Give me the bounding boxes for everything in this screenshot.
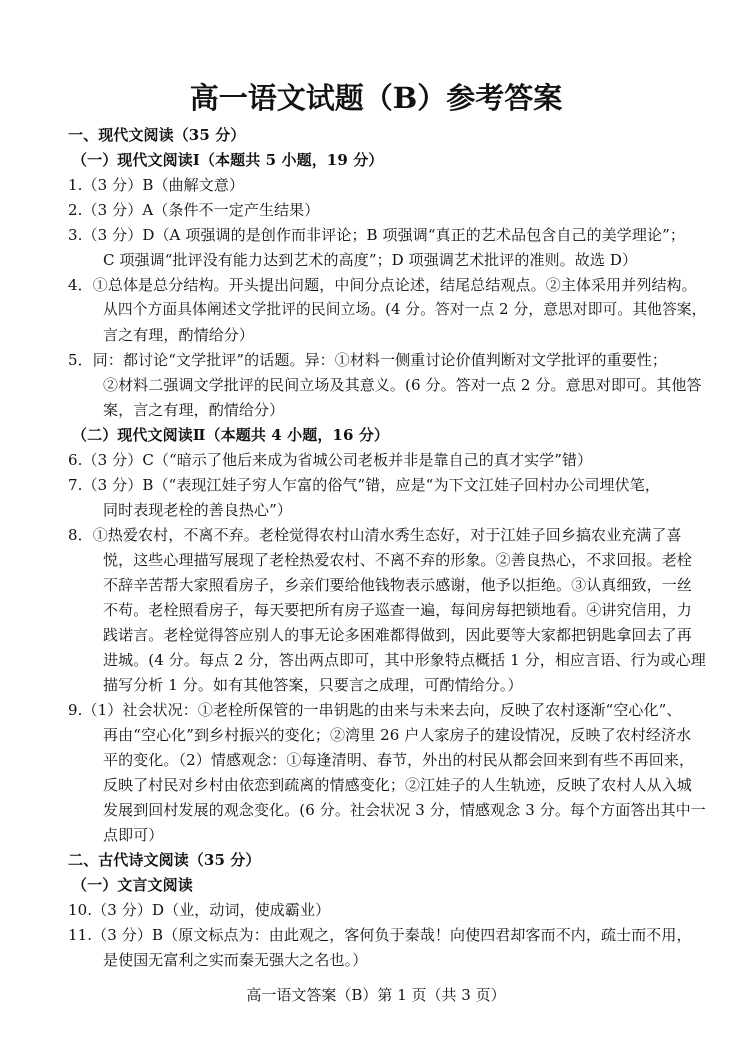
section-heading-classical-reading: 二、古代诗文阅读（35 分） (68, 851, 261, 869)
answer-q1: 1.（3 分）B（曲解文意） (68, 176, 245, 194)
answer-q5-line-1: 5．同：都讨论“文学批评”的话题。异：①材料一侧重讨论价值判断对文学批评的重要性； (68, 351, 667, 369)
answer-q8-line-2: 悦，这些心理描写展现了老栓热爱农村、不离不弃的形象。②善良热心，不求回报。老栓 (103, 551, 692, 569)
answer-q9-line-5: 发展到回村发展的观念变化。(6 分。社会状况 3 分，情感观念 3 分。每个方面答出其中一 (103, 801, 706, 819)
answer-q7-line-2: 同时表现老栓的善良热心”） (103, 501, 292, 519)
subsection-heading-classical-prose: （一）文言文阅读 (72, 876, 193, 894)
answer-q11-line-1: 11.（3 分）B（原文标点为：由此观之，客何负于秦哉！向使四君却客而不内，疏士而不用， (68, 926, 692, 944)
answer-q8-line-6: 进城。(4 分。每点 2 分，答出两点即可，其中形象特点概括 1 分，相应言语、行为或心理 (103, 651, 706, 669)
answer-q8-line-3: 不辞辛苦帮大家照看房子，乡亲们要给他钱物表示感谢，他予以拒绝。③认真细致，一丝 (103, 576, 692, 594)
answer-q10: 10.（3 分）D（业，动词，使成霸业） (68, 901, 331, 919)
answer-q4-line-3: 言之有理，酌情给分） (103, 326, 255, 344)
answer-q5-line-3: 案，言之有理，酌情给分） (103, 401, 285, 419)
answer-q9-line-3: 平的变化。（2）情感观念：①每逢清明、春节，外出的村民从都会回来到有些不再回来， (103, 751, 695, 769)
subsection-heading-reading-1: （一）现代文阅读Ⅰ（本题共 5 小题，19 分） (72, 151, 384, 169)
answer-q9-line-4: 反映了村民对乡村由依恋到疏离的情感变化；②江娃子的人生轨迹，反映了农村人从入城 (103, 776, 692, 794)
answer-q9-line-1: 9.（1）社会状况：①老栓所保管的一串钥匙的由来与未来去向，反映了农村逐渐“空心化”、 (68, 701, 682, 719)
answer-q3-line-2: C 项强调“批评没有能力达到艺术的高度”；D 项强调艺术批评的准则。故选 D） (103, 251, 638, 269)
subsection-heading-reading-2: （二）现代文阅读Ⅱ（本题共 4 小题，16 分） (72, 426, 390, 444)
answer-q8-line-5: 践诺言。老栓觉得答应别人的事无论多困难都得做到，因此要等大家都把钥匙拿回去了再 (103, 626, 692, 644)
answer-q7-line-1: 7.（3 分）B（“表现江娃子穷人乍富的俗气”错，应是“为下文江娃子回村办公司埋伏笔， (68, 476, 660, 494)
answer-q9-line-2: 再由“空心化”到乡村振兴的变化；②湾里 26 户人家房子的建设情况，反映了农村经济水 (103, 726, 692, 744)
answer-q5-line-2: ②材料二强调文学批评的民间立场及其意义。(6 分。答对一点 2 分。意思对即可。其他答 (103, 376, 702, 394)
answer-q8-line-7: 描写分析 1 分。如有其他答案，只要言之成理，可酌情给分。） (103, 676, 523, 694)
answer-q9-line-6: 点即可） (103, 826, 164, 844)
answer-q8-line-4: 不苟。老栓照看房子，每天要把所有房子巡查一遍，每间房每把锁地看。④讲究信用，力 (103, 601, 692, 619)
answer-q3-line-1: 3.（3 分）D（A 项强调的是创作而非评论；B 项强调“真正的艺术品包含自己的美学理论”； (68, 226, 685, 244)
answer-q11-line-2: 是使国无富利之实而秦无强大之名也。） (103, 951, 368, 969)
page-title: 高一语文试题（B）参考答案 (189, 81, 563, 115)
answer-q2: 2.（3 分）A（条件不一定产生结果） (68, 201, 320, 219)
answer-q4-line-2: 从四个方面具体阐述文学批评的民间立场。(4 分。答对一点 2 分，意思对即可。其他答案， (103, 301, 707, 318)
answer-q4-line-1: 4．①总体是总分结构。开头提出问题，中间分点论述，结尾总结观点。②主体采用并列结构。 (68, 276, 697, 294)
answer-q8-line-1: 8．①热爱农村，不离不弃。老栓觉得农村山清水秀生态好，对于江娃子回乡搞农业充满了喜 (68, 526, 682, 544)
page-footer: 高一语文答案（B）第 1 页（共 3 页） (246, 986, 506, 1004)
answer-q6: 6.（3 分）C（“暗示了他后来成为省城公司老板并非是靠自己的真才实学”错） (68, 451, 593, 469)
section-heading-modern-reading: 一、现代文阅读（35 分） (68, 126, 246, 144)
